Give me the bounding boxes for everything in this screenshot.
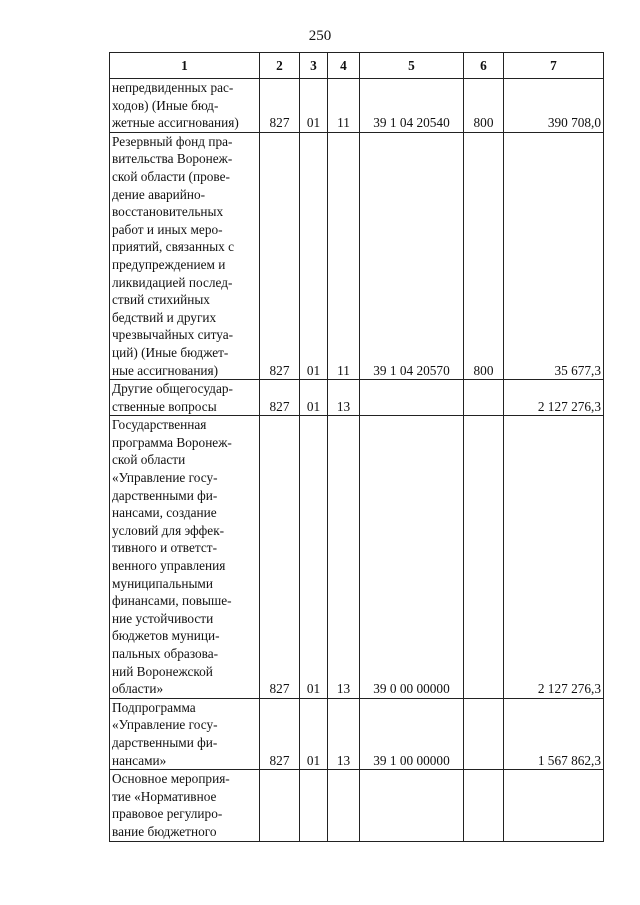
razdel-cell [300, 770, 328, 841]
item-name-line: «Управление госу- [112, 470, 218, 486]
item-name-line: Основное мероприя- [112, 771, 230, 787]
razdel-cell: 01 [300, 79, 328, 133]
item-name-line: Государственная [112, 417, 207, 433]
glava-cell: 827 [260, 416, 300, 699]
podrazdel-cell: 13 [328, 698, 360, 769]
item-name-line: области» [112, 681, 164, 697]
amount-cell: 2 127 276,3 [504, 416, 604, 699]
header-col-3: 3 [300, 53, 328, 79]
item-name-cell [110, 770, 260, 841]
expense-type-cell [464, 380, 504, 416]
glava-cell: 827 [260, 79, 300, 133]
target-article-cell [360, 380, 464, 416]
glava-cell: 827 [260, 132, 300, 379]
razdel-cell: 01 [300, 416, 328, 699]
item-name-line: Подпрограмма [112, 699, 196, 715]
item-name-line: ственные вопросы [112, 398, 217, 414]
item-name-line: ходов) (Иные бюд- [112, 97, 219, 113]
expense-type-cell [464, 698, 504, 769]
target-article-cell: 39 1 00 00000 [360, 698, 464, 769]
page-number: 250 [308, 28, 332, 44]
item-name-line: нансами, создание [112, 505, 217, 521]
table-row [110, 380, 604, 416]
amount-cell: 2 127 276,3 [504, 380, 604, 416]
target-article-cell [360, 770, 464, 841]
table-row [110, 698, 604, 769]
amount-cell: 390 708,0 [504, 79, 604, 133]
item-name-line: правовое регулиро- [112, 806, 223, 822]
table-body [110, 79, 604, 842]
item-name-line: ные ассигнования) [112, 362, 219, 378]
expense-type-cell [464, 770, 504, 841]
item-name-cell [110, 132, 260, 379]
target-article-cell: 39 0 00 00000 [360, 416, 464, 699]
item-name-line: бедствий и других [112, 309, 217, 325]
item-name-line: финансами, повыше- [112, 593, 232, 609]
header-col-5: 5 [360, 53, 464, 79]
header-col-2: 2 [260, 53, 300, 79]
expense-type-cell [464, 416, 504, 699]
item-name-cell [110, 79, 260, 133]
razdel-cell: 01 [300, 380, 328, 416]
podrazdel-cell: 13 [328, 416, 360, 699]
item-name-line: условий для эффек- [112, 522, 225, 538]
razdel-cell: 01 [300, 132, 328, 379]
header-col-4: 4 [328, 53, 360, 79]
target-article-cell: 39 1 04 20570 [360, 132, 464, 379]
item-name-line: предупреждением и [112, 256, 226, 272]
expense-type-cell: 800 [464, 79, 504, 133]
podrazdel-cell: 11 [328, 79, 360, 133]
podrazdel-cell [328, 770, 360, 841]
item-name-line: муниципальными [112, 575, 213, 591]
item-name-line: тие «Нормативное [112, 788, 217, 804]
budget-table [109, 52, 604, 842]
podrazdel-cell: 13 [328, 380, 360, 416]
item-name-line: бюджетов муници- [112, 628, 220, 644]
item-name-line: дарственными фи- [112, 487, 218, 503]
item-name-line: восстановительных [112, 204, 224, 220]
table-row [110, 132, 604, 379]
item-name-line: работ и иных меро- [112, 221, 223, 237]
item-name-line: ций) (Иные бюджет- [112, 344, 229, 360]
item-name-line: ской области (прове- [112, 168, 230, 184]
header-col-1: 1 [110, 53, 260, 79]
header-col-6: 6 [464, 53, 504, 79]
target-article-cell: 39 1 04 20540 [360, 79, 464, 133]
item-name-line: венного управления [112, 558, 226, 574]
item-name-line: пальных образова- [112, 646, 219, 661]
glava-cell: 827 [260, 380, 300, 416]
item-name-line: вание бюджетного [112, 823, 217, 839]
item-name-line: программа Воронеж- [112, 434, 232, 450]
item-name-line: вительства Воронеж- [112, 151, 233, 167]
glava-cell: 827 [260, 698, 300, 769]
glava-cell [260, 770, 300, 841]
table-row [110, 79, 604, 133]
item-name-cell [110, 416, 260, 699]
item-name-line: чрезвычайных ситуа- [112, 327, 234, 343]
item-name-line: ний Воронежской [112, 663, 213, 679]
table-row [110, 416, 604, 699]
item-name-line: «Управление госу- [112, 717, 218, 733]
item-name-cell [110, 698, 260, 769]
item-name-line: ской области [112, 452, 186, 468]
item-name-line: тивного и ответст- [112, 540, 218, 556]
item-name-line: жетные ассигнования) [112, 115, 239, 131]
expense-type-cell: 800 [464, 132, 504, 379]
item-name-line: приятий, связанных с [112, 239, 235, 255]
item-name-line: нансами» [112, 752, 167, 768]
item-name-line: дение аварийно- [112, 186, 206, 202]
amount-cell: 35 677,3 [504, 132, 604, 379]
razdel-cell: 01 [300, 698, 328, 769]
item-name-cell [110, 380, 260, 416]
podrazdel-cell: 11 [328, 132, 360, 379]
item-name-line: дарственными фи- [112, 734, 218, 750]
item-name-line: ствий стихийных [112, 292, 210, 308]
table-header-row [110, 53, 604, 79]
item-name-line: Резервный фонд пра- [112, 133, 233, 149]
item-name-line: непредвиденных рас- [112, 80, 234, 95]
item-name-line: ликвидацией послед- [112, 274, 233, 290]
item-name-line: ние устойчивости [112, 610, 214, 626]
header-col-7: 7 [504, 53, 604, 79]
table-row [110, 770, 604, 841]
item-name-line: Другие общегосудар- [112, 381, 233, 397]
amount-cell: 1 567 862,3 [504, 698, 604, 769]
amount-cell [504, 770, 604, 841]
